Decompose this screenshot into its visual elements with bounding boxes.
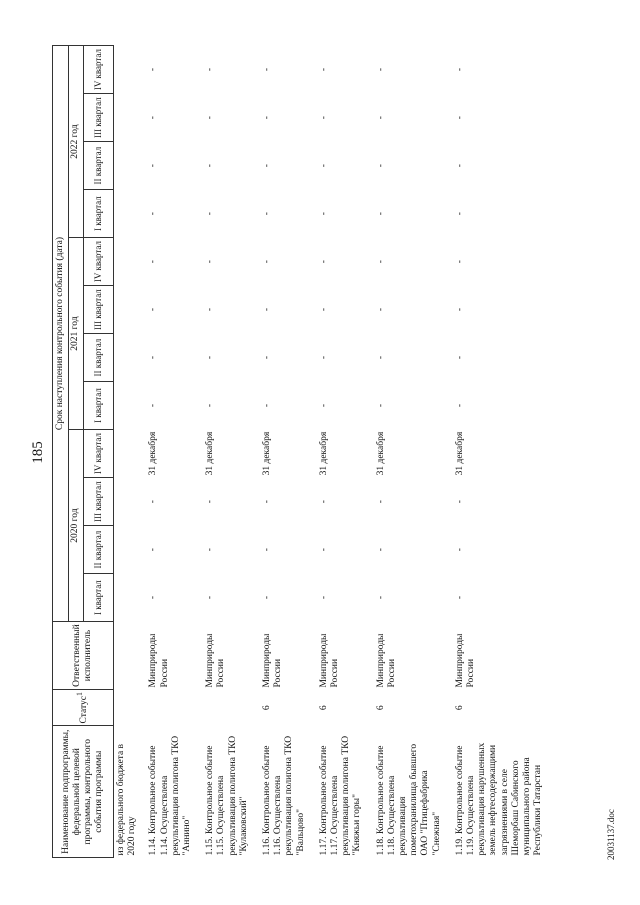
row-quarter-cell-4: 31 декабря xyxy=(375,431,386,476)
row-quarter-cell-7: - xyxy=(148,308,159,312)
row-quarter-cell-7: - xyxy=(262,308,273,312)
row-quarter-cell-2: - xyxy=(454,548,465,552)
row-quarter-cell-3: - xyxy=(375,500,386,504)
row-quarter-cell-11: - xyxy=(375,116,386,120)
continuation-row xyxy=(114,46,145,858)
row-quarter-cell-5: - xyxy=(205,403,216,408)
row-quarter-cell-9: - xyxy=(454,212,465,216)
footer-doc-code: 20031137.doc xyxy=(606,809,616,860)
header-quarter-4: IV квартал xyxy=(84,430,114,478)
row-quarter-cell-12: - xyxy=(454,68,465,72)
header-quarter-5: I квартал xyxy=(84,382,114,430)
row-quarter-cell-7: - xyxy=(375,308,386,312)
header-year-2022: 2022 год xyxy=(69,46,84,238)
continuation-quarters xyxy=(114,46,145,622)
row-quarter-cell-5: - xyxy=(318,403,329,408)
row-quarter-cell-12: - xyxy=(262,68,273,72)
row-quarter-cell-12: - xyxy=(318,68,329,72)
row-quarter-cell-3: - xyxy=(205,500,216,504)
table-body xyxy=(114,46,553,858)
header-quarter-10: II квартал xyxy=(84,142,114,190)
row-quarter-cell-11: - xyxy=(318,116,329,120)
row-quarter-cell-8: - xyxy=(205,260,216,264)
row-quarter-cell-10: - xyxy=(375,164,386,168)
row-quarter-cell-3: - xyxy=(148,500,159,504)
row-quarter-cell-8: - xyxy=(262,260,273,264)
row-quarter-cell-11: - xyxy=(454,116,465,120)
row-quarter-cell-2: - xyxy=(148,548,159,552)
table-row xyxy=(372,46,451,858)
header-name: Наименование подпрограммы, федеральной целевой программы, контрольного события программы xyxy=(53,726,114,858)
header-quarter-3: III квартал xyxy=(84,478,114,526)
row-quarter-cell-5: - xyxy=(262,403,273,408)
row-number: 1.15. xyxy=(205,836,216,856)
row-quarter-cell-10: - xyxy=(148,164,159,168)
row-executor: Минприроды России xyxy=(454,633,477,688)
row-quarter-cell-9: - xyxy=(262,212,273,216)
table-row xyxy=(144,46,201,858)
header-quarter-9: I квартал xyxy=(84,190,114,238)
row-quarter-cell-3: - xyxy=(262,500,273,504)
row-quarter-cell-1: - xyxy=(375,596,386,600)
row-name-text: Контрольное событие 1.14. Осуществлена рекультивация полигона ТКО "Аннино" xyxy=(148,735,193,856)
row-quarter-cell-8: - xyxy=(148,260,159,264)
row-name-text: Контрольное событие 1.15. Осуществлена рекультивация полигона ТКО "Кулаковский" xyxy=(205,735,249,856)
row-quarter-cell-8: - xyxy=(318,260,329,264)
table-row xyxy=(315,46,372,858)
row-number: 1.17. xyxy=(318,836,329,856)
table-container xyxy=(52,45,553,858)
row-quarter-cell-11: - xyxy=(205,116,216,120)
row-number: 1.19. xyxy=(454,836,465,856)
row-quarter-cell-10: - xyxy=(262,164,273,168)
row-event-name xyxy=(372,726,451,858)
row-quarter-cell-3: - xyxy=(318,500,329,504)
row-event-name xyxy=(144,726,201,858)
header-quarter-12: IV квартал xyxy=(84,46,114,94)
row-event-name xyxy=(315,726,372,858)
row-quarter-cell-6: - xyxy=(375,355,386,360)
row-quarter-cell-6: - xyxy=(454,355,465,360)
row-executor: Минприроды России xyxy=(262,633,284,688)
table-row xyxy=(201,46,258,858)
row-status xyxy=(144,690,201,726)
row-quarter-cell-9: - xyxy=(148,212,159,216)
row-quarter-cell-11: - xyxy=(262,116,273,120)
row-quarter-cell-11: - xyxy=(148,116,159,120)
row-quarter-cell-12: - xyxy=(375,68,386,72)
row-status: 6 xyxy=(318,705,329,711)
row-name-text: Контрольное событие 1.16. Осуществлена рекультивация полигона ТКО "Вальцово" xyxy=(262,735,306,856)
row-quarter-cell-7: - xyxy=(318,308,329,312)
row-quarter-cell-4: 31 декабря xyxy=(262,431,273,476)
row-quarter-cell-12: - xyxy=(148,68,159,72)
row-quarter-cell-1: - xyxy=(318,596,329,600)
row-quarter-cell-7: - xyxy=(205,308,216,312)
row-event-name xyxy=(201,726,258,858)
row-executor: Минприроды России xyxy=(318,633,341,688)
row-quarter-cell-1: - xyxy=(148,596,159,600)
row-status: 6 xyxy=(262,705,273,711)
row-number: 1.16. xyxy=(262,836,273,856)
row-quarter-cell-9: - xyxy=(205,212,216,216)
continuation-executor xyxy=(114,622,145,690)
row-quarter-cell-2: - xyxy=(262,548,273,552)
row-quarter-cell-4: 31 декабря xyxy=(318,431,329,476)
row-quarter-cell-8: - xyxy=(454,260,465,264)
row-quarter-cell-2: - xyxy=(375,548,386,552)
row-event-name xyxy=(258,726,315,858)
row-quarter-cell-6: - xyxy=(148,355,159,360)
row-quarter-cell-3: - xyxy=(454,500,465,504)
row-quarter-cell-12: - xyxy=(205,68,216,72)
header-quarter-7: III квартал xyxy=(84,286,114,334)
row-quarter-cell-1: - xyxy=(454,596,465,600)
row-quarter-cell-7: - xyxy=(454,308,465,312)
continuation-status xyxy=(114,690,145,726)
row-quarter-cell-6: - xyxy=(205,355,216,360)
row-quarter-cell-10: - xyxy=(454,164,465,168)
row-quarter-cell-5: - xyxy=(148,403,159,408)
header-quarter-6: II квартал xyxy=(84,334,114,382)
row-quarter-cell-9: - xyxy=(375,212,386,216)
row-executor: Минприроды России xyxy=(205,633,227,688)
table-row xyxy=(451,46,553,858)
row-quarter-cell-4: 31 декабря xyxy=(205,431,216,476)
row-number: 1.14. xyxy=(148,836,159,856)
row-quarter-cell-6: - xyxy=(262,355,273,360)
row-status xyxy=(201,690,258,726)
row-quarter-cell-5: - xyxy=(375,403,386,408)
table-row xyxy=(258,46,315,858)
row-quarter-cell-9: - xyxy=(318,212,329,216)
header-quarter-11: III квартал xyxy=(84,94,114,142)
row-status: 6 xyxy=(375,705,386,711)
continuation-text: из федерального бюджета в 2020 году xyxy=(116,743,138,856)
row-name-text: Контрольное событие 1.19. Осуществлена рекультивация нарушенных земель нефтесодержащими загрязнениями в селе Шеморбаш Сабинского муниципального района Республики Татарстан xyxy=(454,742,544,856)
row-quarter-cell-1: - xyxy=(262,596,273,600)
row-status: 6 xyxy=(454,705,465,711)
header-quarter-1: I квартал xyxy=(84,574,114,622)
row-quarter-cell-10: - xyxy=(205,164,216,168)
header-year-2021: 2021 год xyxy=(69,238,84,430)
row-quarter-cell-2: - xyxy=(318,548,329,552)
rotated-page xyxy=(28,45,618,860)
row-quarter-cell-4: 31 декабря xyxy=(454,431,465,476)
row-quarter-cell-1: - xyxy=(205,596,216,600)
row-quarter-cell-5: - xyxy=(454,403,465,408)
control-events-table xyxy=(52,45,553,858)
header-deadline-group: Срок наступления контрольного события (дата) xyxy=(53,46,69,622)
row-executor: Минприроды России xyxy=(148,633,170,688)
row-name-text: Контрольное событие 1.17. Осуществлена рекультивация полигона ТКО "Княжьи горы" xyxy=(318,735,363,856)
header-status-footnote: 1 xyxy=(75,692,85,696)
row-name-text: Контрольное событие 1.18. Осуществлена рекультивация пометохранилища бывшего ОАО "Птицефабрика "Снежная" xyxy=(375,743,442,856)
header-year-2020: 2020 год xyxy=(69,430,84,622)
row-number: 1.18. xyxy=(375,836,386,856)
row-quarter-cell-8: - xyxy=(375,260,386,264)
page-number: 185 xyxy=(30,441,46,464)
row-quarter-cell-10: - xyxy=(318,164,329,168)
row-quarter-cell-2: - xyxy=(205,548,216,552)
row-event-name xyxy=(451,726,553,858)
header-quarter-8: IV квартал xyxy=(84,238,114,286)
row-quarter-cell-6: - xyxy=(318,355,329,360)
header-status-text: Статус xyxy=(79,696,90,724)
header-status xyxy=(53,690,114,726)
header-quarter-2: II квартал xyxy=(84,526,114,574)
row-executor: Минприроды России xyxy=(375,633,397,688)
row-quarter-cell-4: 31 декабря xyxy=(148,431,159,476)
header-executor: Ответственный исполнитель xyxy=(53,622,114,690)
